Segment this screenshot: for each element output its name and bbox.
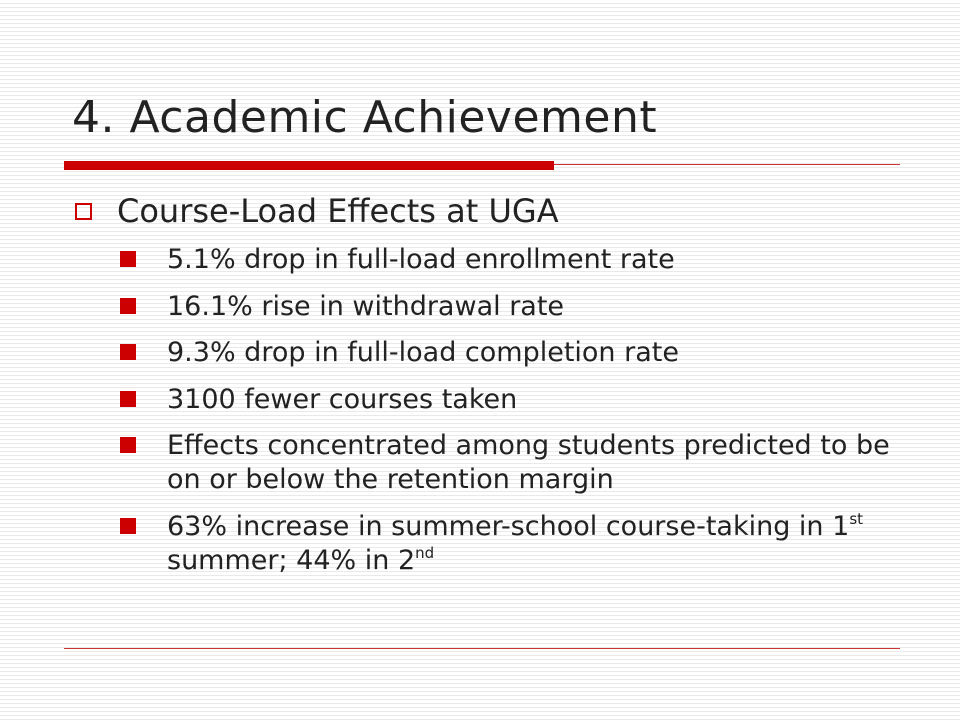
filled-square-icon xyxy=(120,437,136,453)
slide-title: 4. Academic Achievement xyxy=(72,92,658,143)
list-item-text: 16.1% rise in withdrawal rate xyxy=(167,290,565,322)
filled-square-icon xyxy=(120,251,136,267)
section-heading-text: Course-Load Effects at UGA xyxy=(117,192,559,230)
bullet-list xyxy=(120,243,900,590)
list-item-text-part: summer; 44% in 2 xyxy=(167,544,416,576)
title-rule-line xyxy=(554,164,900,165)
list-item-text: Effects concentrated among students predicted to be on or below the retention margin xyxy=(167,430,890,495)
section-heading xyxy=(75,192,559,230)
ordinal-suffix: st xyxy=(849,509,864,528)
filled-square-icon xyxy=(120,391,136,407)
list-item xyxy=(120,510,900,578)
ordinal-suffix: nd xyxy=(415,543,435,562)
list-item-text xyxy=(167,510,897,578)
list-item xyxy=(120,243,900,277)
list-item xyxy=(120,290,900,324)
title-accent-bar xyxy=(64,161,554,170)
list-item xyxy=(120,383,900,417)
list-item xyxy=(120,336,900,370)
list-item-text: 5.1% drop in full-load enrollment rate xyxy=(167,244,675,275)
list-item xyxy=(120,429,900,497)
filled-square-icon xyxy=(120,518,136,534)
list-item-text: 3100 fewer courses taken xyxy=(167,383,518,415)
hollow-square-icon xyxy=(75,203,92,220)
list-item-text: 9.3% drop in full-load completion rate xyxy=(167,337,679,368)
filled-square-icon xyxy=(120,298,136,314)
list-item-text-part: 63% increase in summer-school course-taking in 1 xyxy=(167,510,850,542)
footer-rule-line xyxy=(64,648,900,649)
filled-square-icon xyxy=(120,344,136,360)
